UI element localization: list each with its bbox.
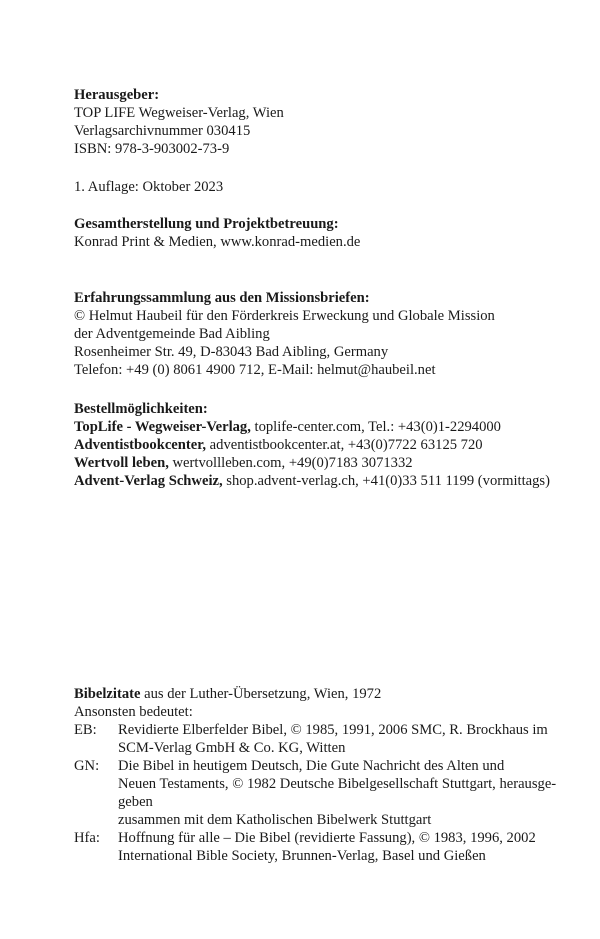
abbreviation-line: Hoffnung für alle – Die Bibel (revidierte Fassung), © 1983, 1996, 2002 — [118, 830, 536, 846]
publisher-heading: Herausgeber: — [74, 87, 160, 103]
abbreviation-line: SCM-Verlag GmbH & Co. KG, Witten — [118, 740, 346, 756]
abbreviation-hfa — [74, 829, 574, 865]
order-name: TopLife - Wegweiser-Verlag, — [74, 419, 251, 435]
bible-quotes-line — [74, 685, 574, 703]
abbreviation-text — [118, 721, 574, 757]
abbreviation-line: Revidierte Elberfelder Bibel, © 1985, 1991, 2006 SMC, R. Brockhaus im — [118, 722, 548, 738]
collection-copyright: © Helmut Haubeil für den Förderkreis Erweckung und Globale Mission — [74, 308, 495, 324]
order-item — [74, 418, 574, 436]
production-heading: Gesamtherstellung und Projektbetreuung: — [74, 216, 339, 232]
abbreviation-line: zusammen mit dem Katholischen Bibelwerk Stuttgart — [118, 812, 432, 828]
production-line: Konrad Print & Medien, www.konrad-medien.de — [74, 234, 361, 250]
orders-heading: Bestellmöglichkeiten: — [74, 401, 208, 417]
abbreviation-text — [118, 757, 574, 829]
collection-heading: Erfahrungssammlung aus den Missionsbriefen: — [74, 290, 370, 306]
order-item — [74, 472, 574, 490]
abbreviation-line: Neuen Testaments, © 1982 Deutsche Bibelgesellschaft Stuttgart, herausge- — [118, 776, 557, 792]
order-name: Wertvoll leben, — [74, 455, 169, 471]
order-detail: toplife-center.com, Tel.: +43(0)1-2294000 — [250, 419, 501, 435]
orders-section — [74, 400, 574, 490]
collection-contact: Telefon: +49 (0) 8061 4900 712, E-Mail: helmut@haubeil.net — [74, 362, 436, 378]
edition-line: 1. Auflage: Oktober 2023 — [74, 179, 224, 195]
bible-section — [74, 685, 574, 865]
order-item — [74, 436, 574, 454]
order-detail: adventistbookcenter.at, +43(0)7722 63125 720 — [206, 437, 483, 453]
abbreviation-eb — [74, 721, 574, 757]
production-section — [74, 215, 574, 251]
order-name: Adventistbookcenter, — [74, 437, 207, 453]
order-detail: wertvollleben.com, +49(0)7183 3071332 — [168, 455, 413, 471]
publisher-section — [74, 86, 574, 158]
bible-quotes-source: aus der Luther-Übersetzung, Wien, 1972 — [140, 686, 382, 702]
order-detail: shop.advent-verlag.ch, +41(0)33 511 1199 (vormittags) — [222, 473, 550, 489]
abbreviation-line: International Bible Society, Brunnen-Verlag, Basel und Gießen — [118, 848, 486, 864]
order-name: Advent-Verlag Schweiz, — [74, 473, 223, 489]
abbreviation-label: EB: — [74, 722, 97, 738]
collection-church: der Adventgemeinde Bad Aibling — [74, 326, 270, 342]
collection-address: Rosenheimer Str. 49, D-83043 Bad Aibling, Germany — [74, 344, 389, 360]
bible-intro: Ansonsten bedeutet: — [74, 704, 193, 720]
abbreviation-gn — [74, 757, 574, 829]
publisher-line: TOP LIFE Wegweiser-Verlag, Wien — [74, 105, 284, 121]
bible-quotes-label: Bibelzitate — [74, 686, 141, 702]
abbreviation-line: Die Bibel in heutigem Deutsch, Die Gute Nachricht des Alten und — [118, 758, 505, 774]
isbn: ISBN: 978-3-903002-73-9 — [74, 141, 230, 157]
abbreviation-label: Hfa: — [74, 830, 100, 846]
abbreviation-text — [118, 829, 574, 865]
collection-section — [74, 289, 574, 379]
order-item — [74, 454, 574, 472]
archive-number: Verlagsarchivnummer 030415 — [74, 123, 251, 139]
abbreviation-label: GN: — [74, 758, 100, 774]
edition-section — [74, 178, 574, 196]
abbreviation-line: geben — [118, 794, 153, 810]
